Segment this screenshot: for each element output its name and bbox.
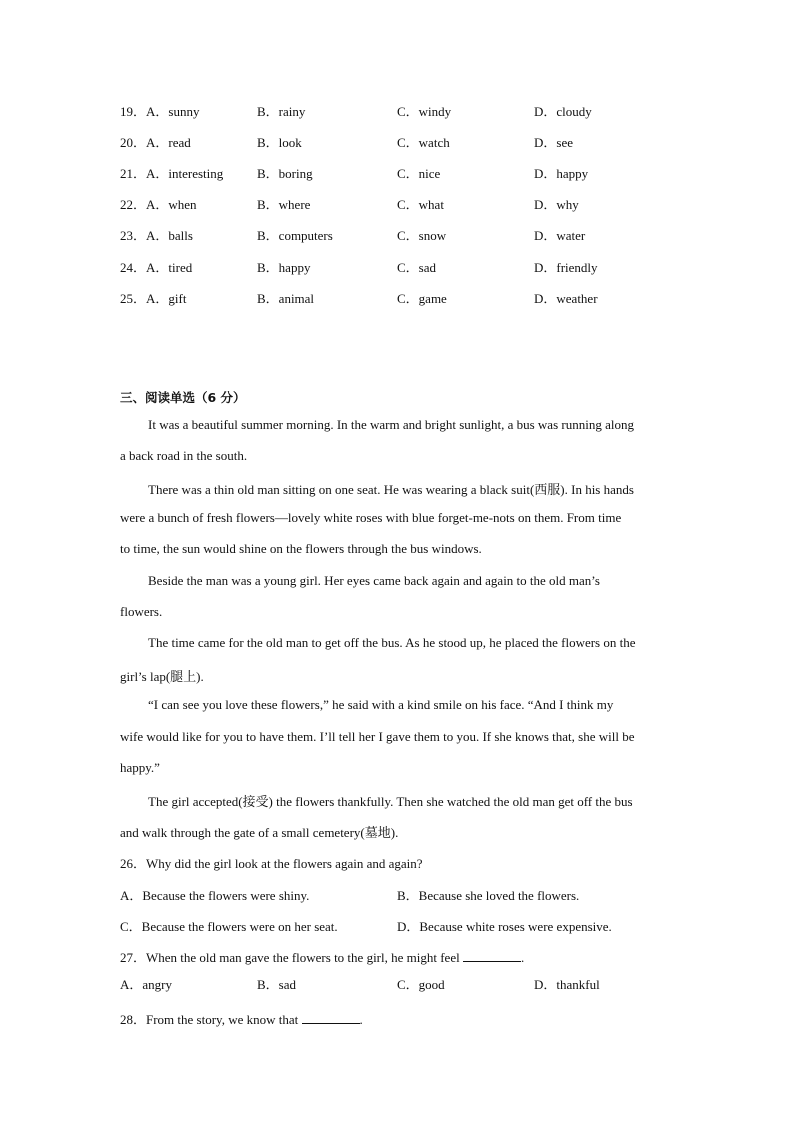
question-25-option-d: D．weather bbox=[534, 291, 598, 306]
question-21-option-d: D．happy bbox=[534, 166, 589, 181]
question-number: 19． bbox=[120, 104, 147, 119]
question-21-option-c: C．nice bbox=[397, 166, 441, 181]
question-25-option-b: B．animal bbox=[257, 291, 315, 306]
question-19-option-d: D．cloudy bbox=[534, 104, 592, 119]
option-a: A．read bbox=[146, 135, 191, 150]
passage-line: “I can see you love these flowers,” he said with a kind smile on his face. “And I think my bbox=[148, 697, 614, 712]
question-20-option-c: C．watch bbox=[397, 135, 450, 150]
question-number: 20． bbox=[120, 135, 147, 150]
question-number: 24． bbox=[120, 260, 147, 275]
question-21-option-b: B．boring bbox=[257, 166, 313, 181]
question-24-option-d: D．friendly bbox=[534, 260, 598, 275]
question-27-option-d: D．thankful bbox=[534, 977, 600, 992]
question-27-option-c: C．good bbox=[397, 977, 445, 992]
question-22-option-a bbox=[120, 195, 197, 215]
passage-line: and walk through the gate of a small cemetery(墓地). bbox=[120, 825, 399, 840]
passage-line: a back road in the south. bbox=[120, 448, 248, 463]
question-26-option-b: B．Because she loved the flowers. bbox=[397, 888, 580, 903]
answer-blank bbox=[302, 1013, 360, 1024]
question-20-option-d: D．see bbox=[534, 135, 573, 150]
question-23-option-c: C．snow bbox=[397, 228, 447, 243]
question-22-option-b: B．where bbox=[257, 197, 311, 212]
option-a: A．when bbox=[146, 197, 197, 212]
passage-line: It was a beautiful summer morning. In the warm and bright sunlight, a bus was running along bbox=[148, 417, 634, 432]
question-24-option-b: B．happy bbox=[257, 260, 311, 275]
question-20-option-b: B．look bbox=[257, 135, 302, 150]
question-22-option-d: D．why bbox=[534, 197, 579, 212]
question-25-option-a bbox=[120, 289, 186, 309]
passage-line: The girl accepted(接受) the flowers thankfully. Then she watched the old man get off the bus bbox=[148, 794, 633, 809]
option-a: A．sunny bbox=[146, 104, 200, 119]
question-23-option-d: D．water bbox=[534, 228, 586, 243]
question-23-option-b: B．computers bbox=[257, 228, 333, 243]
question-26-option-c: C．Because the flowers were on her seat. bbox=[120, 919, 338, 934]
question-number: 25． bbox=[120, 291, 147, 306]
passage-line: happy.” bbox=[120, 760, 160, 775]
question-28-stem: 28．From the story, we know that bbox=[120, 1012, 299, 1027]
question-number: 21． bbox=[120, 166, 147, 181]
passage-line: Beside the man was a young girl. Her eyes came back again and again to the old man’s bbox=[148, 573, 600, 588]
question-26-stem: 26．Why did the girl look at the flowers again and again? bbox=[120, 856, 423, 871]
option-a: A．tired bbox=[146, 260, 193, 275]
passage-line: were a bunch of fresh flowers—lovely white roses with blue forget-me-nots on them. From time bbox=[120, 510, 622, 525]
question-21-option-a bbox=[120, 164, 223, 184]
question-26-option-d: D．Because white roses were expensive. bbox=[397, 919, 612, 934]
question-19-option-c: C．windy bbox=[397, 104, 452, 119]
period: . bbox=[520, 950, 525, 965]
question-28-stem-line bbox=[120, 1009, 363, 1028]
answer-blank bbox=[463, 951, 521, 962]
question-27-option-b: B．sad bbox=[257, 977, 297, 992]
section-heading: 三、阅读单选（6 分） bbox=[120, 390, 246, 405]
passage-line: to time, the sun would shine on the flowers through the bus windows. bbox=[120, 541, 482, 556]
passage-line: wife would like for you to have them. I’ll tell her I gave them to you. If she knows that, she will be bbox=[120, 729, 635, 744]
question-26-option-a: A．Because the flowers were shiny. bbox=[120, 888, 310, 903]
passage-line: girl’s lap(腿上). bbox=[120, 669, 204, 684]
question-24-option-c: C．sad bbox=[397, 260, 437, 275]
question-23-option-a bbox=[120, 226, 193, 246]
option-a: A．interesting bbox=[146, 166, 224, 181]
question-20-option-a bbox=[120, 133, 191, 153]
question-27-option-a: A．angry bbox=[120, 977, 172, 992]
question-19-option-a bbox=[120, 102, 199, 122]
question-25-option-c: C．game bbox=[397, 291, 447, 306]
passage-line: The time came for the old man to get off the bus. As he stood up, he placed the flowers on the bbox=[148, 635, 636, 650]
question-24-option-a bbox=[120, 258, 192, 278]
option-a: A．gift bbox=[146, 291, 187, 306]
period: . bbox=[359, 1012, 363, 1027]
question-number: 23． bbox=[120, 228, 147, 243]
passage-line: flowers. bbox=[120, 604, 163, 619]
question-27-stem-line bbox=[120, 947, 524, 966]
question-number: 22． bbox=[120, 197, 147, 212]
question-19-option-b: B．rainy bbox=[257, 104, 306, 119]
option-a: A．balls bbox=[146, 228, 193, 243]
passage-line: There was a thin old man sitting on one seat. He was wearing a black suit(西服). In his hands bbox=[148, 482, 634, 497]
question-27-stem: 27．When the old man gave the flowers to the girl, he might feel bbox=[120, 950, 460, 965]
question-22-option-c: C．what bbox=[397, 197, 444, 212]
